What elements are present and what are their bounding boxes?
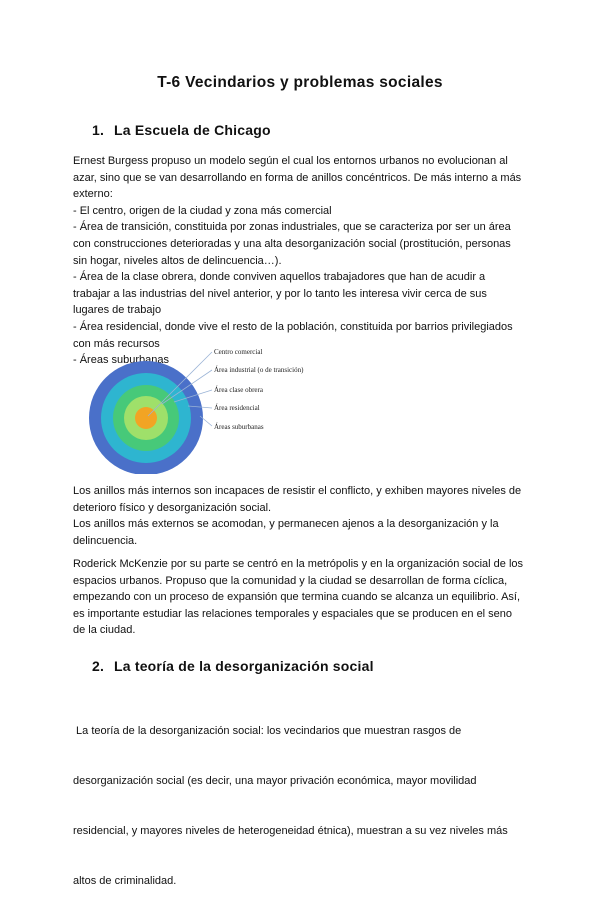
text-line: azar, sino que se van desarrollando en forma de anillos concéntricos. De más interno a más — [73, 171, 522, 184]
text-line: - El centro, origen de la ciudad y zona más comercial — [73, 204, 332, 217]
section-2-heading — [92, 658, 374, 674]
text-line: La teoría de la desorganización social: los vecindarios que muestran rasgos de — [73, 725, 462, 738]
text-line: Los anillos más externos se acomodan, y permanecen ajenos a la desorganización y la — [73, 518, 499, 531]
text-line: Ernest Burgess propuso un modelo según el cual los entornos urbanos no evolucionan al — [73, 155, 508, 167]
text-line: Roderick McKenzie por su parte se centró en la metrópolis y en la organización social de los — [73, 558, 524, 570]
page-title: T-6 Vecindarios y problemas sociales — [157, 74, 443, 91]
text-line: espacios urbanos. Propuso que la comunidad y la ciudad se desarrollan de forma cíclica, — [73, 574, 508, 587]
text-line: delincuencia. — [73, 534, 138, 547]
text-line: con más recursos — [73, 337, 160, 350]
text-line: es importante estudiar las relaciones temporales y espaciales que se producen en el seno — [73, 607, 513, 620]
section-2-title: La teoría de la desorganización social — [114, 658, 374, 674]
label-area-residencial: Área residencial — [214, 404, 260, 412]
section-1-heading — [92, 122, 271, 138]
section-1-number: 1. — [92, 122, 105, 138]
text-line: - Área de la clase obrera, donde conviven aquellos trabajadores que han de acudir a — [73, 271, 486, 284]
text-line: empezando con un proceso de expansión que termina cuando se alcanza un equilibrio. Así, — [73, 591, 521, 604]
text-line: residencial, y mayores niveles de heterogeneidad étnica), muestran a su vez niveles más — [73, 824, 508, 837]
section-2-number: 2. — [92, 658, 105, 674]
mckenzie-paragraph — [73, 556, 533, 639]
text-line: trabajar a las industrias del nivel anterior, y por lo tanto les interesa vivir cerca de sus — [73, 287, 487, 300]
text-line: lugares de trabajo — [73, 304, 162, 317]
burgess-concentric-rings-diagram — [80, 344, 340, 474]
rings-paragraph — [73, 483, 533, 549]
section-1-title: La Escuela de Chicago — [114, 122, 271, 138]
text-line: - Áreas suburbanas — [73, 354, 169, 367]
label-areas-suburbanas: Áreas suburbanas — [214, 423, 264, 431]
text-line: Los anillos más internos son incapaces de resistir el conflicto, y exhiben mayores niveles de — [73, 485, 522, 497]
desorganizacion-paragraph — [73, 690, 533, 906]
text-line: externo: — [73, 188, 113, 201]
text-line: desorganización social (es decir, una mayor privación económica, mayor movilidad — [73, 774, 477, 787]
text-line: con construcciones deterioradas y una alta desorganización social (prostitución, personas — [73, 237, 511, 250]
label-centro-comercial: Centro comercial — [214, 348, 263, 356]
text-line: sin hogar, niveles altos de delincuencia…). — [73, 254, 282, 267]
text-line: de la ciudad. — [73, 624, 136, 637]
burgess-paragraph — [73, 153, 533, 369]
label-area-clase-obrera: Área clase obrera — [214, 386, 263, 394]
text-line: - Área residencial, donde vive el resto de la población, constituida por barrios privilegiados — [73, 320, 513, 333]
text-line: deterioro físico y desorganización social. — [73, 501, 272, 514]
text-line: altos de criminalidad. — [73, 874, 177, 887]
label-area-industrial: Área industrial (o de transición) — [214, 366, 304, 374]
text-line: - Área de transición, constituida por zonas industriales, que se caracteriza por ser un área — [73, 221, 511, 234]
